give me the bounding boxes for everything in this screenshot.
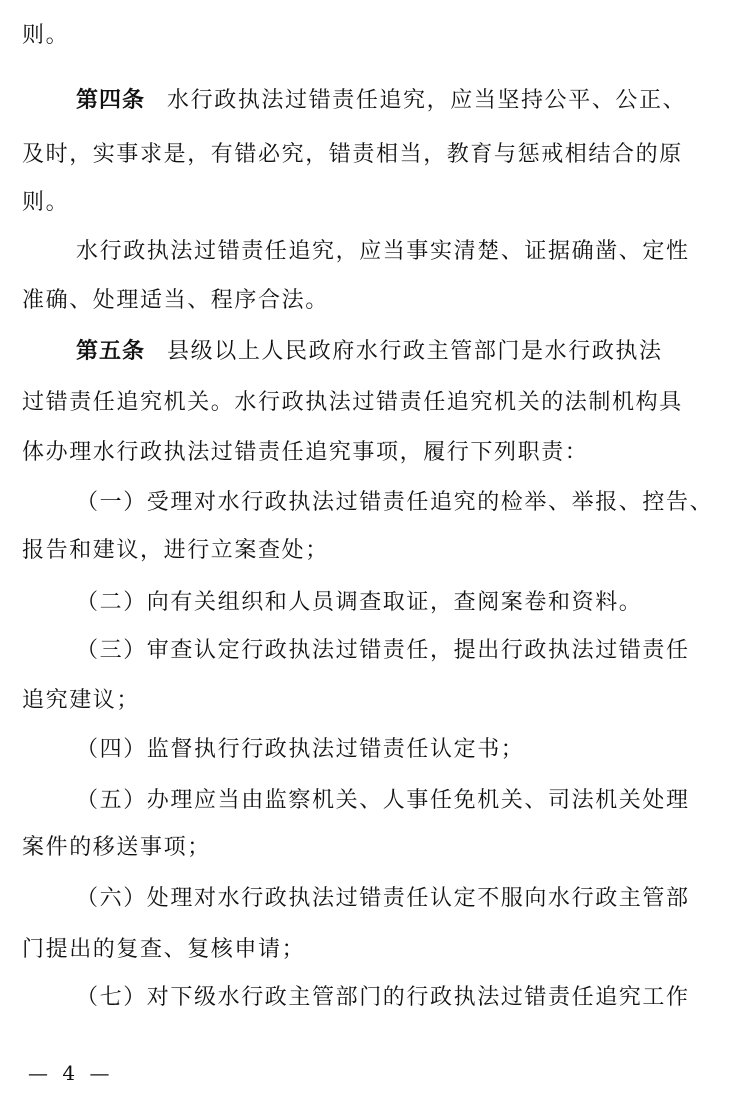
list-item-three: （三）审查认定行政执法过错责任，提出行政执法过错责任 bbox=[76, 638, 690, 663]
text-line: 准确、处理适当、程序合法。 bbox=[22, 288, 329, 313]
page-number: — 4 — bbox=[28, 1061, 114, 1085]
text-line: 门提出的复查、复核申请； bbox=[22, 937, 306, 962]
list-item-two: （二）向有关组织和人员调查取证，查阅案卷和资料。 bbox=[76, 590, 643, 615]
text-line: 报告和建议，进行立案查处； bbox=[22, 538, 329, 563]
list-item-six: （六）处理对水行政执法过错责任认定不服向水行政主管部 bbox=[76, 886, 690, 911]
article-four-line bbox=[76, 86, 722, 116]
text-line: 则。 bbox=[22, 23, 70, 48]
text-line: 及时，实事求是，有错必究，错责相当，教育与惩戒相结合的原 bbox=[22, 142, 683, 167]
text-line: 案件的移送事项； bbox=[22, 835, 211, 860]
article-four-text: 水行政执法过错责任追究，应当坚持公平、公正、 bbox=[167, 88, 687, 113]
list-item-seven: （七）对下级水行政主管部门的行政执法过错责任追究工作 bbox=[76, 985, 690, 1010]
article-five-line bbox=[76, 337, 722, 367]
article-five-heading: 第五条 bbox=[76, 339, 146, 364]
list-item-four: （四）监督执行行政执法过错责任认定书； bbox=[76, 737, 525, 762]
article-five-text: 县级以上人民政府水行政主管部门是水行政执法 bbox=[167, 339, 663, 364]
article-four-heading: 第四条 bbox=[76, 88, 146, 113]
text-line: 水行政执法过错责任追究，应当事实清楚、证据确凿、定性 bbox=[76, 239, 690, 264]
text-line: 追究建议； bbox=[22, 688, 141, 713]
text-line: 则。 bbox=[22, 190, 70, 215]
text-line: 过错责任追究机关。水行政执法过错责任追究机关的法制机构具 bbox=[22, 390, 683, 415]
text-line: 体办理水行政执法过错责任追究事项，履行下列职责： bbox=[22, 440, 589, 465]
list-item-five: （五）办理应当由监察机关、人事任免机关、司法机关处理 bbox=[76, 788, 690, 813]
list-item-one: （一）受理对水行政执法过错责任追究的检举、举报、控告、 bbox=[76, 490, 714, 515]
